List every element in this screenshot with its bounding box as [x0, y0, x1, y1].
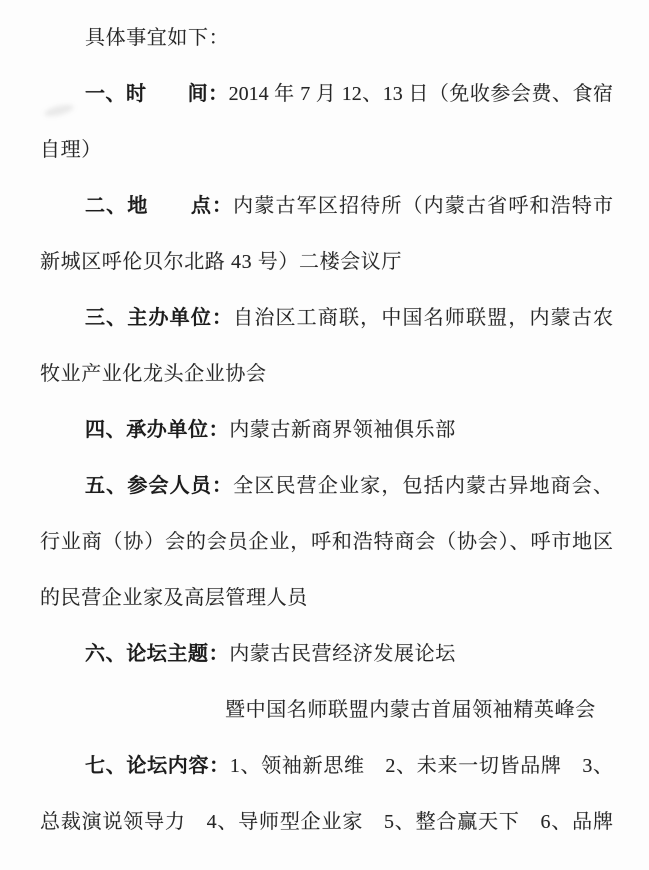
document-line — [40, 458, 613, 514]
body-text: 具体事宜如下： — [85, 27, 230, 49]
body-text: 总裁演说领导力 4、导师型企业家 5、整合赢天下 6、品牌 — [40, 811, 613, 833]
document-line — [40, 178, 613, 234]
section-label: 六、论坛主题： — [85, 643, 230, 665]
body-text: 的民营企业家及高层管理人员 — [40, 587, 308, 609]
section-label: 二、地 点： — [85, 195, 234, 217]
document-line — [40, 234, 613, 290]
document-line — [40, 290, 613, 346]
document-line — [40, 794, 613, 850]
document-line — [40, 682, 613, 738]
body-text: 1、领袖新思维 2、未来一切皆品牌 3、 — [229, 755, 614, 777]
document-line — [40, 10, 613, 66]
document-line — [40, 66, 613, 122]
body-text: 行业商（协）会的会员企业，呼和浩特商会（协会）、呼市地区 — [40, 531, 613, 553]
document-line — [40, 570, 613, 626]
body-text: 新城区呼伦贝尔北路 43 号）二楼会议厅 — [40, 251, 402, 273]
body-text: 内蒙古军区招待所（内蒙古省呼和浩特市 — [233, 195, 614, 217]
section-label: 五、参会人员： — [85, 475, 234, 497]
body-text: 内蒙古民营经济发展论坛 — [229, 643, 456, 665]
section-label: 三、主办单位： — [85, 307, 234, 329]
document-text-block — [40, 10, 613, 850]
section-label: 一、时 间： — [85, 83, 229, 105]
body-text: 2014 年 7 月 12、13 日（免收参会费、食宿 — [228, 83, 614, 105]
section-label: 四、承办单位： — [85, 419, 230, 441]
document-line — [40, 514, 613, 570]
document-line — [40, 626, 613, 682]
document-line — [40, 402, 613, 458]
body-text: 全区民营企业家，包括内蒙古异地商会、 — [233, 475, 614, 497]
document-line — [40, 738, 613, 794]
body-text: 牧业产业化龙头企业协会 — [40, 363, 267, 385]
body-text: 内蒙古新商界领袖俱乐部 — [229, 419, 456, 441]
section-label: 七、论坛内容： — [85, 755, 230, 777]
document-line — [40, 346, 613, 402]
body-text: 暨中国名师联盟内蒙古首届领袖精英峰会 — [225, 699, 596, 721]
body-text: 自治区工商联，中国名师联盟，内蒙古农 — [233, 307, 614, 329]
body-text: 自理） — [40, 139, 102, 161]
document-line — [40, 122, 613, 178]
